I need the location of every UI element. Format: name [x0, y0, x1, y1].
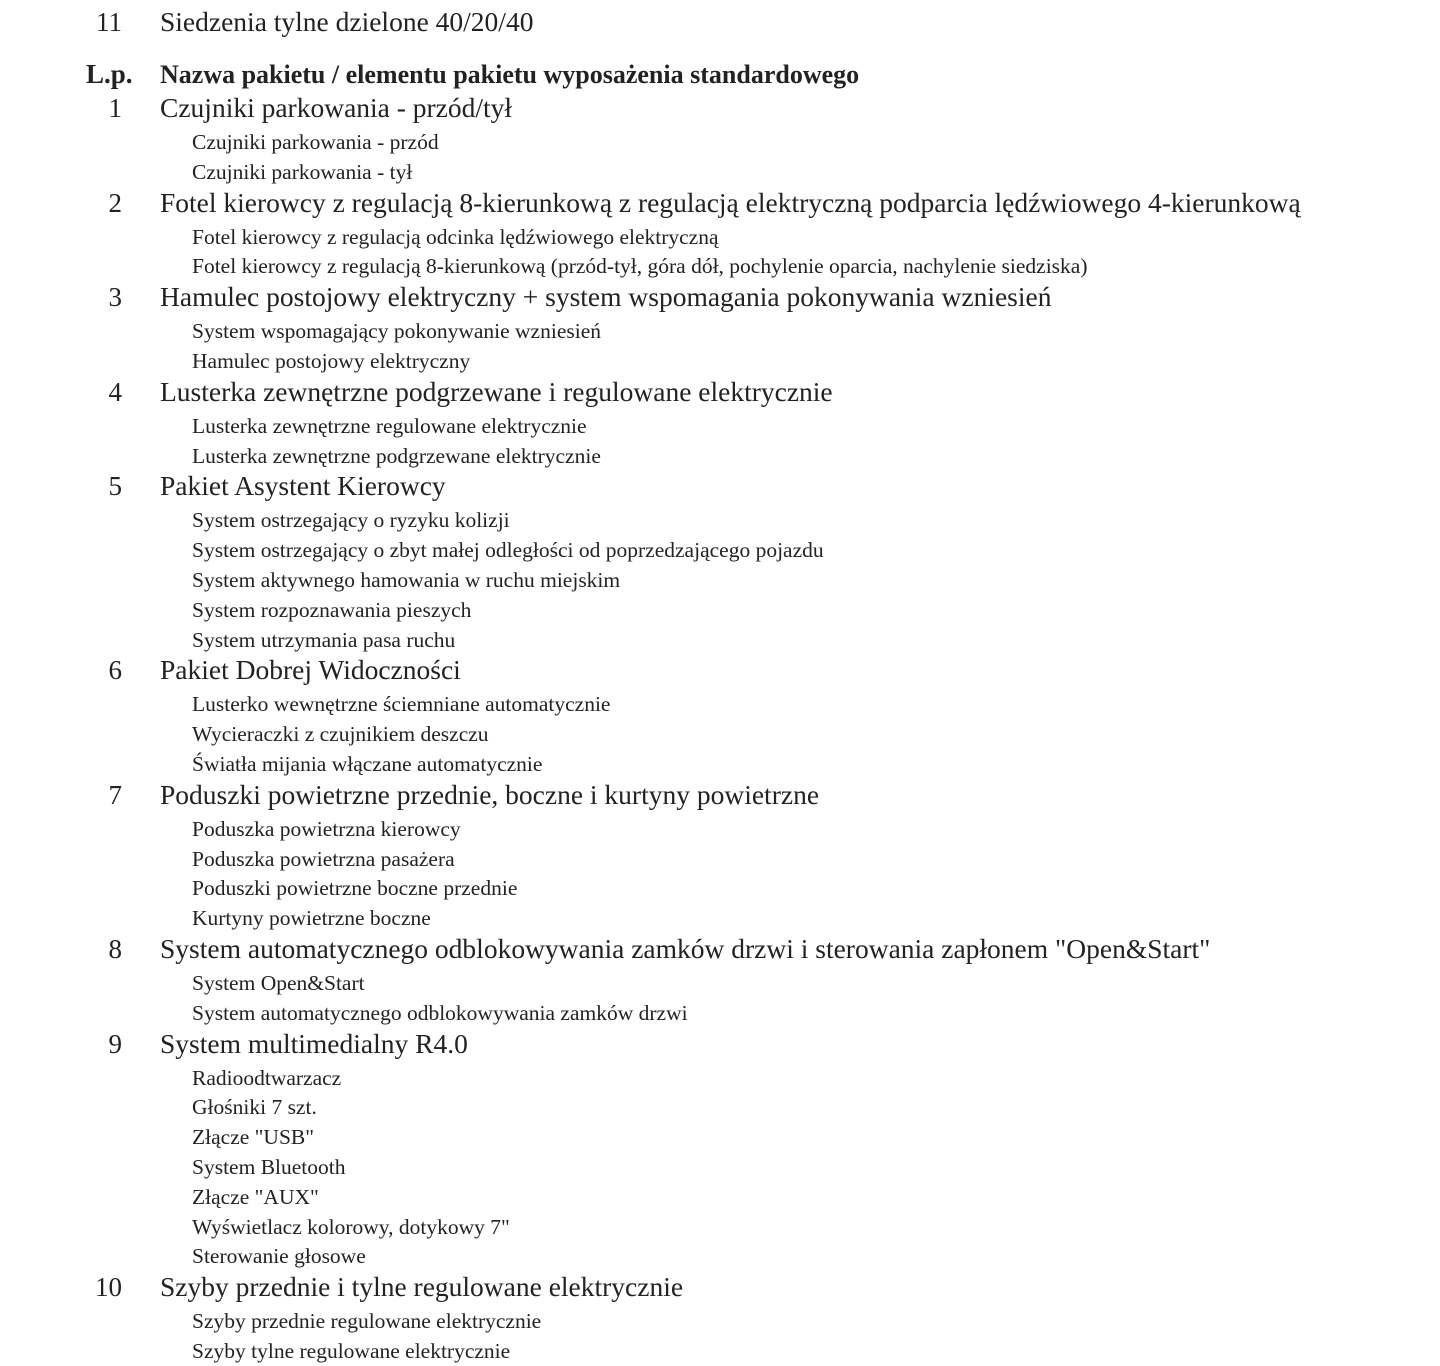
package-element-label: Wycieraczki z czujnikiem deszczu: [192, 722, 489, 747]
package-element-label: Szyby tylne regulowane elektrycznie: [192, 1338, 511, 1363]
package-element-label: Szyby przednie regulowane elektrycznie: [192, 1309, 542, 1334]
header-lp: L.p.: [86, 59, 133, 89]
package-element-row: [0, 689, 1440, 719]
package-element-row: [0, 1212, 1440, 1242]
package-element-label: Złącze "AUX": [192, 1184, 319, 1209]
package-element-row: [0, 998, 1440, 1028]
package-element-row: [0, 505, 1440, 535]
package-element-row: [0, 222, 1440, 252]
package-number: 9: [108, 1028, 122, 1059]
package-element-label: Lusterka zewnętrzne podgrzewane elektrycznie: [192, 443, 601, 468]
package-element-row: [0, 1182, 1440, 1212]
package-element-label: System Open&Start: [192, 970, 365, 995]
package-number: 8: [108, 933, 122, 964]
package-label: Lusterka zewnętrzne podgrzewane i regulowane elektrycznie: [160, 375, 833, 407]
package-element-row: [0, 719, 1440, 749]
package-element-row: [0, 1063, 1440, 1093]
header-label: Nazwa pakietu / elementu pakietu wyposażenia standardowego: [160, 60, 860, 89]
package-element-row: [0, 346, 1440, 376]
package-element-row: [0, 903, 1440, 933]
package-element-label: Poduszka powietrzna kierowcy: [192, 816, 461, 841]
package-element-label: Sterowanie głosowe: [192, 1244, 366, 1269]
package-element-label: Fotel kierowcy z regulacją odcinka lędźwiowego elektryczną: [192, 224, 719, 249]
package-element-label: System ostrzegający o zbyt małej odległości od poprzedzającego pojazdu: [192, 538, 824, 563]
package-element-label: Czujniki parkowania - tył: [192, 159, 413, 184]
package-element-row: [0, 814, 1440, 844]
package-element-label: Fotel kierowcy z regulacją 8-kierunkową (przód-tył, góra dół, pochylenie oparcia, nachylenie siedziska): [192, 254, 1088, 279]
package-element-label: System utrzymania pasa ruchu: [192, 627, 456, 652]
package-row: [0, 1271, 1440, 1303]
package-element-row: [0, 535, 1440, 565]
package-label: Poduszki powietrzne przednie, boczne i kurtyny powietrzne: [160, 778, 820, 810]
package-element-row: [0, 968, 1440, 998]
package-label: Czujniki parkowania - przód/tył: [160, 92, 513, 123]
package-label: Fotel kierowcy z regulacją 8-kierunkową z regulacją elektryczną podparcia lędźwiowego 4-kierunkową: [160, 186, 1301, 218]
package-element-label: Radioodtwarzacz: [192, 1065, 342, 1090]
package-element-label: Poduszki powietrzne boczne przednie: [192, 876, 518, 901]
package-row: [0, 281, 1440, 313]
package-row: [0, 654, 1440, 686]
package-element-row: [0, 1306, 1440, 1336]
package-row: [0, 933, 1440, 965]
package-element-row: [0, 1336, 1440, 1366]
package-element-row: [0, 1152, 1440, 1182]
package-element-row: [0, 127, 1440, 157]
package-label: Szyby przednie i tylne regulowane elektrycznie: [160, 1271, 684, 1303]
package-list: [0, 92, 1440, 1366]
package-element-row: [0, 1092, 1440, 1122]
package-label: Hamulec postojowy elektryczny + system wspomagania pokonywania wzniesień: [160, 281, 1052, 313]
package-element-label: Lusterka zewnętrzne regulowane elektrycznie: [192, 413, 587, 438]
package-row: [0, 470, 1440, 502]
package-element-row: [0, 1122, 1440, 1152]
package-element-row: [0, 565, 1440, 595]
package-element-row: [0, 625, 1440, 655]
package-element-label: System wspomagający pokonywanie wzniesień: [192, 319, 602, 344]
package-element-row: [0, 1241, 1440, 1271]
package-element-row: [0, 595, 1440, 625]
package-element-row: [0, 251, 1440, 281]
package-number: 7: [108, 779, 122, 810]
package-label: System multimedialny R4.0: [160, 1027, 468, 1059]
package-number: 6: [108, 655, 122, 686]
package-row: [0, 779, 1440, 811]
package-element-row: [0, 873, 1440, 903]
package-element-row: [0, 157, 1440, 187]
package-row: [0, 1028, 1440, 1060]
package-element-row: [0, 316, 1440, 346]
package-number: 3: [108, 282, 122, 313]
package-label: System automatycznego odblokowywania zamków drzwi i sterowania zapłonem "Open&Start": [160, 932, 1211, 964]
package-element-label: Poduszka powietrzna pasażera: [192, 846, 455, 871]
package-element-label: Głośniki 7 szt.: [192, 1095, 317, 1120]
package-element-label: Lusterko wewnętrzne ściemniane automatycznie: [192, 692, 611, 717]
package-element-label: Czujniki parkowania - przód: [192, 130, 439, 154]
package-element-label: System automatycznego odblokowywania zamków drzwi: [192, 1000, 688, 1025]
package-element-label: System ostrzegający o ryzyku kolizji: [192, 508, 510, 533]
package-number: 2: [108, 187, 122, 218]
top-item-row: [0, 6, 1440, 38]
package-row: [0, 92, 1440, 124]
package-label: Pakiet Dobrej Widoczności: [160, 654, 461, 686]
package-element-label: Złącze "USB": [192, 1125, 315, 1150]
package-label: Pakiet Asystent Kierowcy: [160, 470, 446, 502]
package-number: 4: [108, 376, 122, 407]
package-number: 10: [95, 1272, 122, 1303]
package-element-row: [0, 844, 1440, 874]
package-number: 1: [108, 93, 122, 123]
package-element-label: System aktywnego hamowania w ruchu miejskim: [192, 567, 621, 592]
package-element-label: Wyświetlacz kolorowy, dotykowy 7": [192, 1214, 510, 1239]
item-number: 11: [96, 7, 122, 37]
package-element-row: [0, 441, 1440, 471]
package-row: [0, 376, 1440, 408]
package-element-row: [0, 411, 1440, 441]
package-element-label: System Bluetooth: [192, 1154, 346, 1179]
package-element-label: Kurtyny powietrzne boczne: [192, 906, 431, 931]
package-element-label: System rozpoznawania pieszych: [192, 597, 472, 622]
package-row: [0, 187, 1440, 219]
package-element-label: Hamulec postojowy elektryczny: [192, 348, 471, 373]
item-label: Siedzenia tylne dzielone 40/20/40: [160, 6, 534, 37]
package-element-row: [0, 749, 1440, 779]
package-number: 5: [108, 471, 122, 502]
package-element-label: Światła mijania włączane automatycznie: [192, 751, 543, 776]
table-header: [0, 56, 1440, 92]
